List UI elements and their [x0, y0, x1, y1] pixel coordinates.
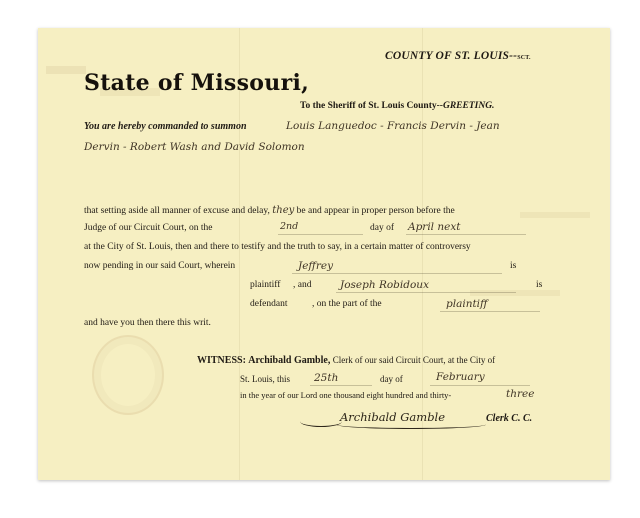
command-text: You are hereby commanded to summon — [84, 121, 247, 132]
county-name: COUNTY OF ST. LOUIS-- — [385, 50, 518, 62]
clerk-signature: Archibald Gamble — [340, 410, 446, 424]
witness-line-1-rest: Clerk of our said Circuit Court, at the City of — [332, 355, 496, 365]
clerk-title: Clerk C. C. — [486, 413, 533, 424]
body-line-4: now pending in our said Court, wherein — [84, 261, 236, 271]
signature-underline — [336, 420, 486, 429]
county-heading — [385, 50, 531, 62]
summoned-persons-line-1: Louis Languedoc - Francis Dervin - Jean — [286, 120, 500, 132]
body-line-3: at the City of St. Louis, then and there to testify and the truth to say, in a certain matter of controversy — [84, 242, 471, 252]
bleed-through-mark — [470, 290, 560, 296]
blank-line — [406, 234, 526, 235]
sheriff-line-text: To the Sheriff of St. Louis County-- — [300, 101, 443, 111]
witness-line-2: St. Louis, this — [240, 374, 291, 384]
greeting-text: GREETING. — [442, 101, 495, 111]
witness-label: WITNESS: — [197, 355, 246, 366]
witness-day: 25th — [314, 372, 339, 384]
sheriff-address-line — [300, 101, 494, 111]
blank-line — [440, 311, 540, 312]
blank-line — [292, 273, 502, 274]
court-date-prefix: Judge of our Circuit Court, on the — [84, 223, 213, 233]
blank-line — [430, 385, 530, 386]
blank-line — [278, 234, 363, 235]
appearance-day: 2nd — [280, 221, 299, 232]
body-line-1 — [84, 205, 455, 216]
bleed-through-mark — [520, 212, 590, 218]
blank-line — [336, 292, 516, 293]
party-value: plaintiff — [446, 298, 488, 310]
and-label: , and — [293, 280, 312, 290]
witness-line-1 — [197, 355, 495, 366]
county-suffix: SCT. — [517, 55, 531, 61]
defendant-name: Joseph Robidoux — [340, 279, 429, 291]
is-label-2: is — [536, 280, 543, 290]
is-label-1: is — [510, 261, 517, 271]
pronoun-handwritten: they — [272, 205, 295, 216]
witness-clerk-name: Archibald Gamble, — [248, 355, 331, 366]
embossed-court-seal — [92, 335, 164, 415]
appearance-month: April next — [408, 221, 461, 233]
plaintiff-label: plaintiff — [250, 280, 281, 290]
witness-day-of-label: day of — [380, 374, 403, 384]
blank-line — [310, 385, 372, 386]
on-part-label: , on the part of the — [312, 299, 382, 309]
bleed-through-mark — [46, 66, 86, 74]
body-line-1-end: be and appear in proper person before the — [296, 206, 455, 216]
day-of-label: day of — [370, 223, 395, 233]
witness-month: February — [436, 371, 485, 383]
witness-year: three — [506, 388, 535, 400]
state-title: State of Missouri, — [84, 70, 310, 96]
writ-line: and have you then there this writ. — [84, 318, 211, 328]
body-line-2 — [84, 223, 213, 233]
defendant-label: defendant — [250, 299, 288, 309]
signature-flourish — [300, 416, 342, 427]
summoned-persons-line-2: Dervin - Robert Wash and David Solomon — [84, 141, 305, 153]
witness-line-3: in the year of our Lord one thousand eight hundred and thirty- — [240, 390, 452, 400]
plaintiff-name: Jeffrey — [298, 260, 334, 272]
body-line-1-text: that setting aside all manner of excuse and delay, — [84, 206, 270, 216]
